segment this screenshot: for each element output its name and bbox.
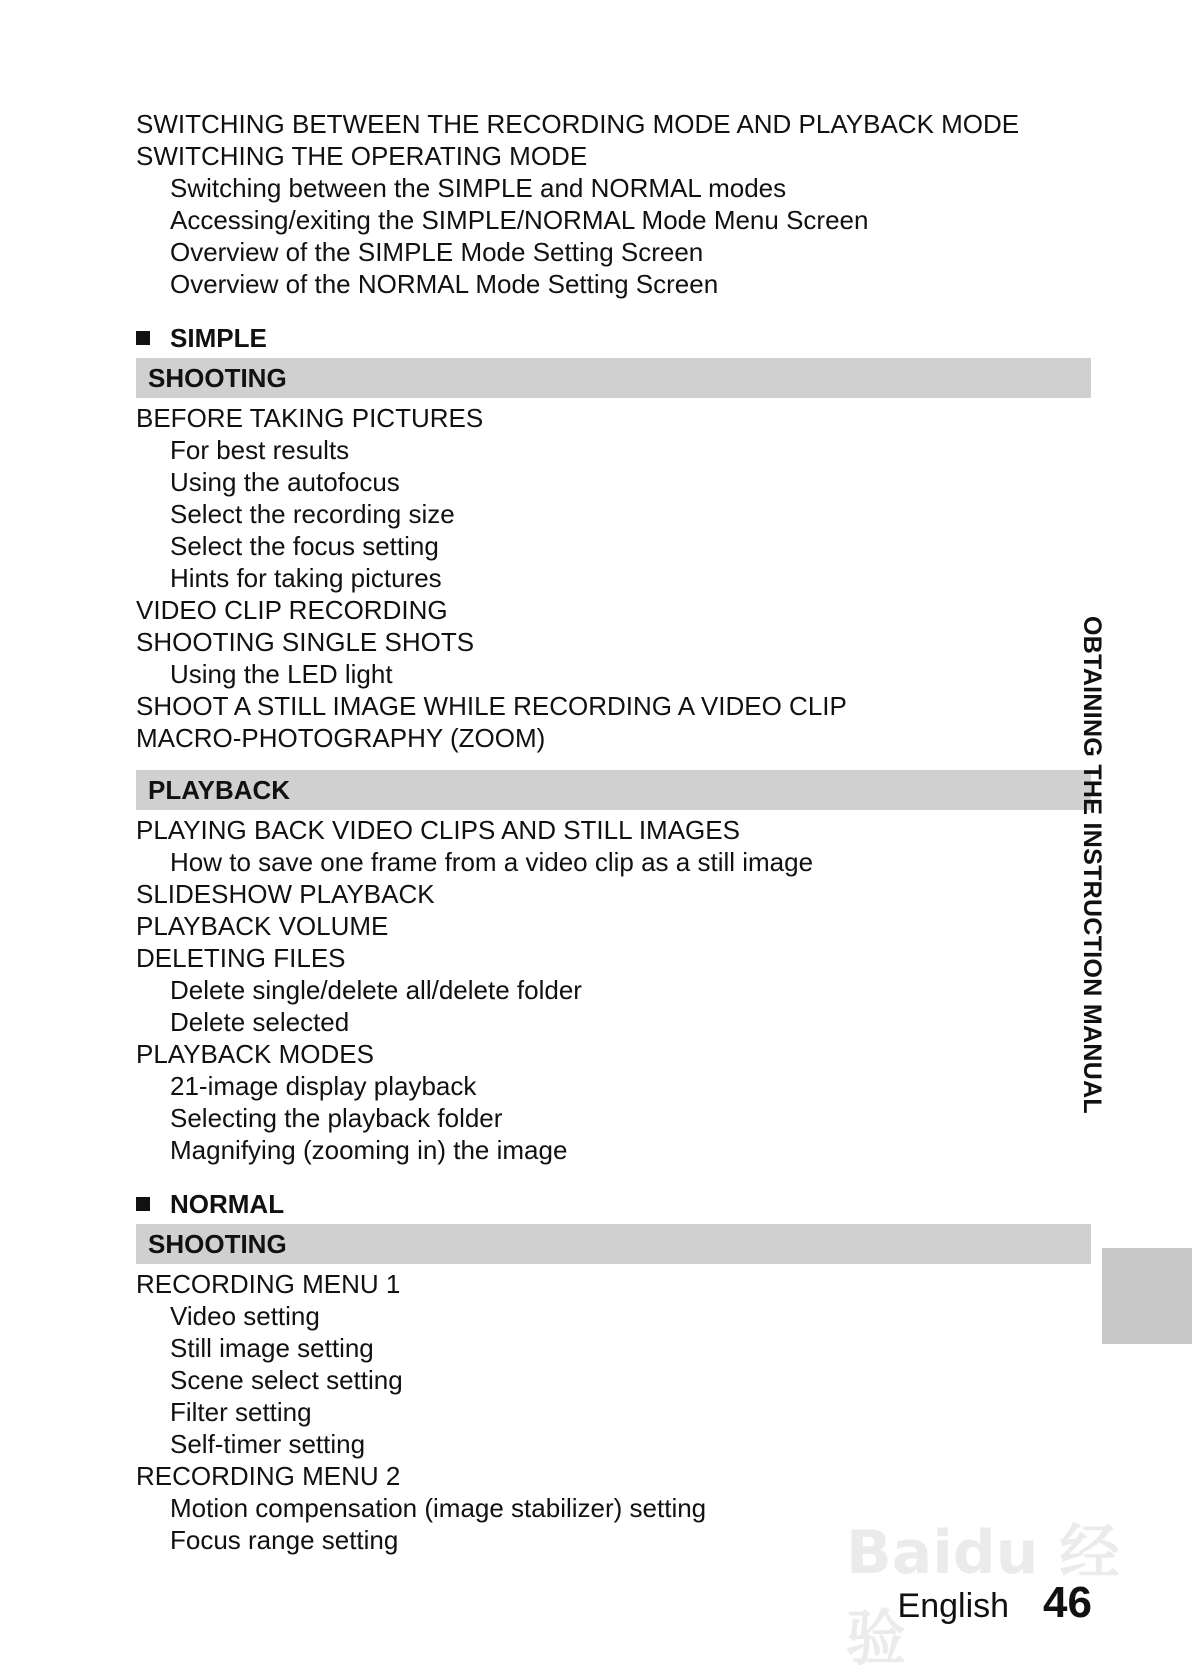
- toc-subentry: How to save one frame from a video clip as a still image: [170, 847, 814, 877]
- toc-subentry: 21-image display playback: [170, 1071, 477, 1101]
- toc-entry: SHOOTING SINGLE SHOTS: [136, 627, 475, 657]
- normal-shooting-band: SHOOTING: [136, 1224, 1091, 1264]
- toc-entry: SLIDESHOW PLAYBACK: [136, 879, 435, 909]
- toc-entry: MACRO-PHOTOGRAPHY (ZOOM): [136, 723, 546, 753]
- simple-heading-label: SIMPLE: [170, 323, 267, 353]
- toc-subentry: Filter setting: [170, 1397, 312, 1427]
- toc-entry: PLAYING BACK VIDEO CLIPS AND STILL IMAGES: [136, 815, 740, 845]
- toc-subentry: Motion compensation (image stabilizer) setting: [170, 1493, 707, 1523]
- toc-entry: BEFORE TAKING PICTURES: [136, 403, 484, 433]
- toc-subentry: Overview of the NORMAL Mode Setting Screen: [170, 269, 719, 299]
- intro-list: [136, 108, 1091, 300]
- toc-entry: SHOOT A STILL IMAGE WHILE RECORDING A VIDEO CLIP: [136, 691, 847, 721]
- toc-subentry: Switching between the SIMPLE and NORMAL modes: [170, 173, 787, 203]
- simple-heading: [136, 322, 1091, 354]
- toc-subentry: Using the LED light: [170, 659, 393, 689]
- toc-subentry: Hints for taking pictures: [170, 563, 442, 593]
- toc-entry: PLAYBACK VOLUME: [136, 911, 389, 941]
- normal-heading-label: NORMAL: [170, 1189, 285, 1219]
- toc-entry: SWITCHING THE OPERATING MODE: [136, 141, 588, 171]
- side-tab: [1102, 1248, 1192, 1344]
- toc-subentry: Using the autofocus: [170, 467, 400, 497]
- toc-entry: RECORDING MENU 1: [136, 1269, 401, 1299]
- toc-subentry: Accessing/exiting the SIMPLE/NORMAL Mode Menu Screen: [170, 205, 869, 235]
- toc-entry: VIDEO CLIP RECORDING: [136, 595, 448, 625]
- toc-subentry: Scene select setting: [170, 1365, 403, 1395]
- toc-subentry: Selecting the playback folder: [170, 1103, 503, 1133]
- square-bullet-icon: [136, 1197, 150, 1211]
- toc-subentry: Select the focus setting: [170, 531, 439, 561]
- toc-subentry: Select the recording size: [170, 499, 455, 529]
- simple-playback-band: PLAYBACK: [136, 770, 1091, 810]
- side-label: OBTAINING THE INSTRUCTION MANUAL: [1078, 616, 1106, 1114]
- simple-shooting-band: SHOOTING: [136, 358, 1091, 398]
- square-bullet-icon: [136, 331, 150, 345]
- toc-entry: RECORDING MENU 2: [136, 1461, 401, 1491]
- toc-entry: SWITCHING BETWEEN THE RECORDING MODE AND PLAYBACK MODE: [136, 109, 1020, 139]
- toc-subentry: Self-timer setting: [170, 1429, 366, 1459]
- toc-content: [136, 108, 1091, 1556]
- simple-shooting-list: [136, 402, 1091, 754]
- simple-playback-list: [136, 814, 1091, 1166]
- toc-subentry: Focus range setting: [170, 1525, 399, 1555]
- toc-entry: PLAYBACK MODES: [136, 1039, 374, 1069]
- baidu-watermark: Baidu 经验: [846, 1518, 1120, 1674]
- toc-subentry: Magnifying (zooming in) the image: [170, 1135, 568, 1165]
- normal-heading: [136, 1188, 1091, 1220]
- footer-language: English: [897, 1587, 1010, 1625]
- toc-subentry: Video setting: [170, 1301, 320, 1331]
- toc-entry: DELETING FILES: [136, 943, 346, 973]
- toc-subentry: Delete selected: [170, 1007, 350, 1037]
- toc-subentry: Still image setting: [170, 1333, 374, 1363]
- page-number: 46: [1043, 1578, 1092, 1627]
- page-footer: [898, 1578, 1092, 1628]
- toc-subentry: Overview of the SIMPLE Mode Setting Screen: [170, 237, 704, 267]
- toc-subentry: Delete single/delete all/delete folder: [170, 975, 582, 1005]
- toc-subentry: For best results: [170, 435, 350, 465]
